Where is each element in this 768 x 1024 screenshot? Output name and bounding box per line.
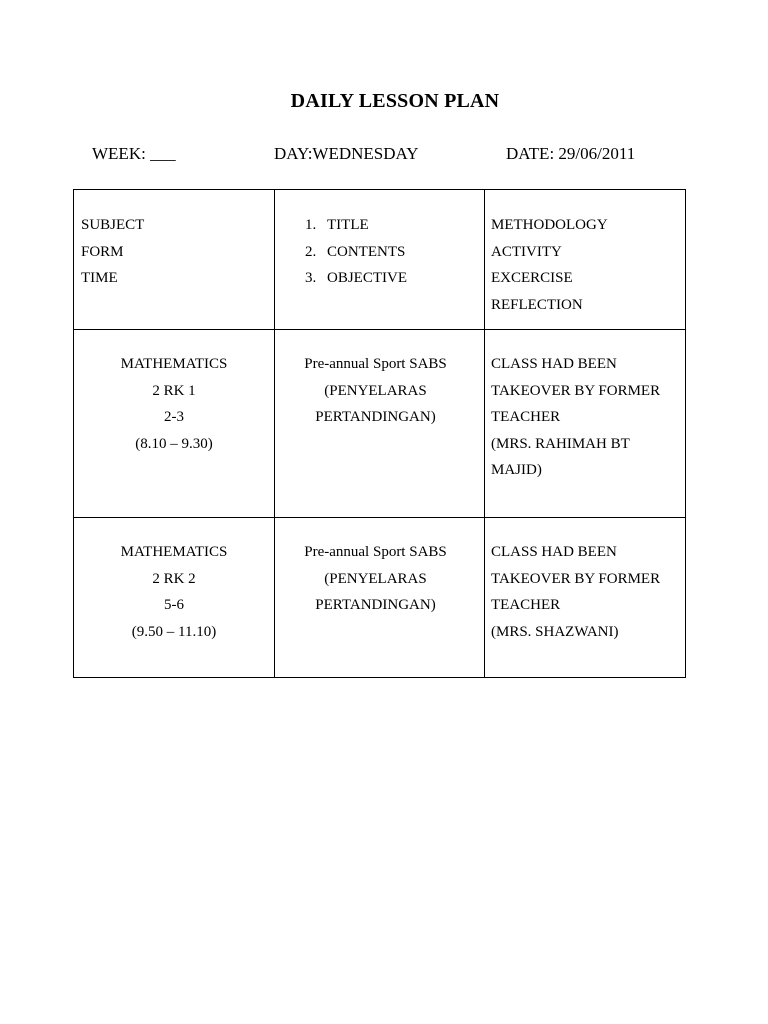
- cell-line: 2 RK 1: [152, 382, 196, 399]
- cell-line: (9.50 – 11.10): [131, 623, 217, 640]
- cell-line: CLASS HAD BEEN: [491, 544, 617, 560]
- cell-line: Pre-annual Sport SABS: [304, 356, 447, 372]
- header-label: FORM: [81, 243, 124, 260]
- cell-line: (MRS. SHAZWANI): [491, 623, 619, 640]
- header-label: REFLECTION: [491, 296, 583, 313]
- page-title: DAILY LESSON PLAN: [290, 90, 500, 112]
- cell-line: (PENYELARAS: [324, 570, 427, 587]
- cell-line: 5-6: [164, 597, 184, 613]
- cell-line: MATHEMATICS: [120, 544, 228, 560]
- header-numbered-list: [275, 212, 484, 292]
- list-item: 2. CONTENTS: [305, 243, 406, 260]
- cell-line: 2 RK 2: [152, 570, 196, 587]
- header-label: METHODOLOGY: [491, 217, 608, 233]
- week-field: WEEK: ___: [92, 144, 176, 163]
- list-item: 3. OBJECTIVE: [305, 270, 407, 286]
- day-field: DAY:WEDNESDAY: [274, 144, 419, 163]
- cell-subject: [74, 518, 275, 678]
- cell-line: MAJID): [491, 462, 542, 478]
- cell-line: PERTANDINGAN): [315, 409, 436, 425]
- lesson-plan-table: [73, 189, 686, 678]
- cell-line: TEACHER: [491, 597, 561, 613]
- header-label: SUBJECT: [81, 217, 145, 233]
- date-field: DATE: 29/06/2011: [506, 144, 636, 163]
- table-row: [74, 518, 686, 678]
- cell-line: TEACHER: [491, 409, 561, 425]
- cell-line: (8.10 – 9.30): [135, 435, 213, 452]
- cell-line: CLASS HAD BEEN: [491, 356, 617, 372]
- cell-line: Pre-annual Sport SABS: [304, 544, 447, 560]
- cell-line: PERTANDINGAN): [315, 597, 436, 613]
- header-label: ACTIVITY: [491, 243, 562, 260]
- cell-title: [275, 330, 485, 518]
- table-header-row: [74, 190, 686, 330]
- header-label: TIME: [81, 270, 118, 286]
- cell-subject: [74, 330, 275, 518]
- list-item: 1. TITLE: [305, 217, 369, 233]
- cell-methodology: [485, 518, 686, 678]
- header-cell-title: [275, 190, 485, 330]
- cell-line: MATHEMATICS: [120, 356, 228, 372]
- header-cell-subject: [74, 190, 275, 330]
- cell-line: 2-3: [164, 409, 184, 425]
- cell-methodology: [485, 330, 686, 518]
- cell-line: TAKEOVER BY FORMER: [491, 382, 661, 399]
- cell-title: [275, 518, 485, 678]
- cell-line: TAKEOVER BY FORMER: [491, 570, 661, 587]
- header-cell-methodology: [485, 190, 686, 330]
- cell-line: (MRS. RAHIMAH BT: [491, 435, 630, 452]
- header-label: EXCERCISE: [491, 270, 573, 286]
- cell-line: (PENYELARAS: [324, 382, 427, 399]
- table-row: [74, 330, 686, 518]
